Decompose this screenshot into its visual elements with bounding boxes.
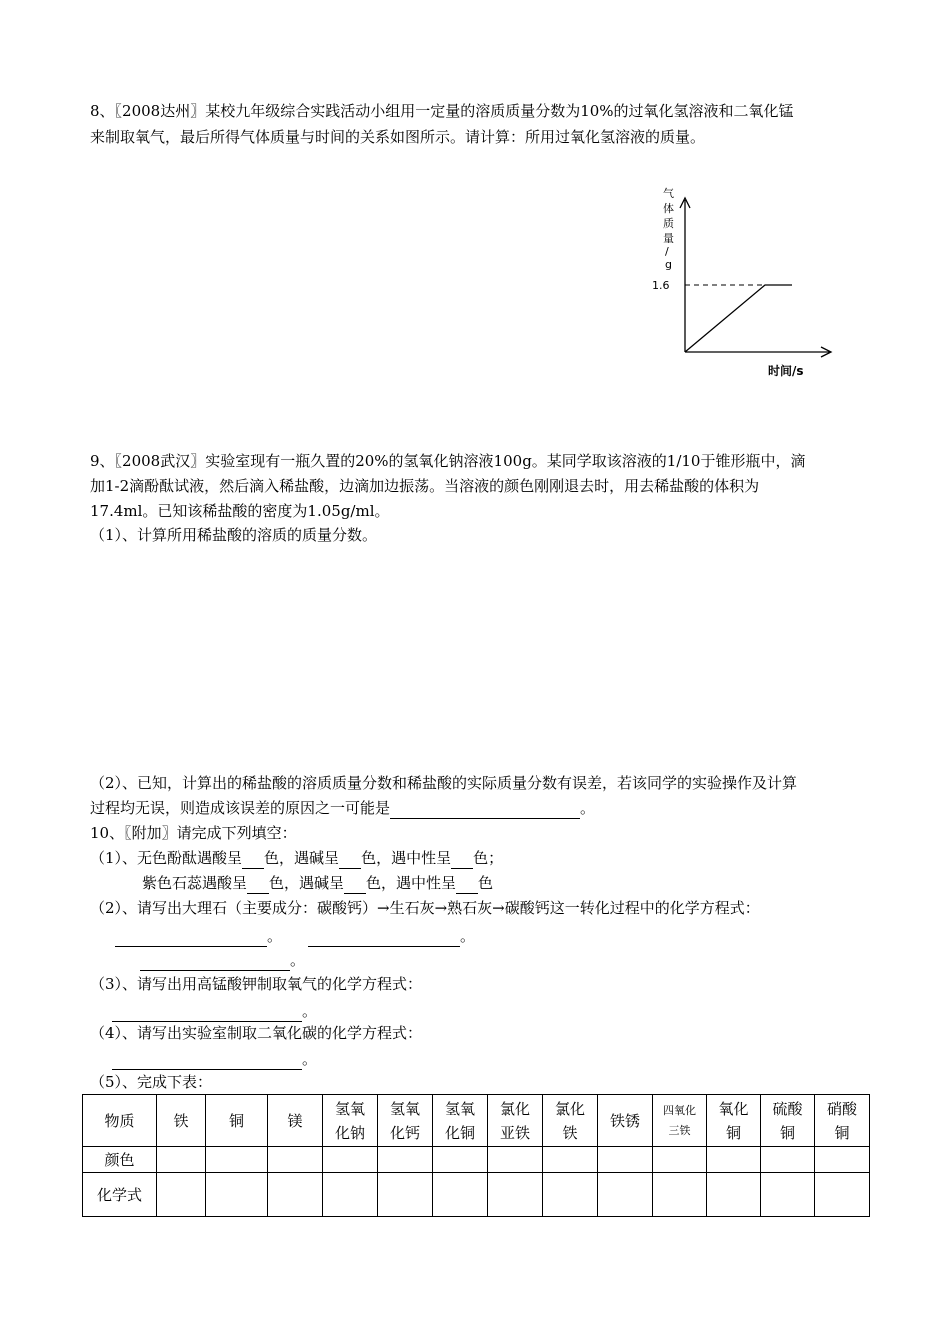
table-cell[interactable] (378, 1173, 433, 1217)
table-cell[interactable] (433, 1147, 488, 1173)
table-header-cell (323, 1095, 378, 1147)
q8-line-2: 来制取氧气，最后所得气体质量与时间的关系如图所示。请计算：所用过氧化氢溶液的质量。 (90, 128, 706, 146)
y-label-char: / (665, 245, 669, 258)
text: 色，遇中性呈 (366, 874, 457, 892)
table-header-label: 物质 (83, 1095, 157, 1147)
table-header-cell (206, 1095, 268, 1147)
table-cell[interactable] (206, 1147, 268, 1173)
q10-part-3: （3）、请写出用高锰酸钾制取氧气的化学方程式： (90, 975, 423, 993)
cell-line: 氧化 (718, 1099, 749, 1118)
q10-part-2-blanks-row-1 (115, 925, 475, 947)
answer-blank[interactable] (390, 802, 580, 819)
cell-line: 三铁 (668, 1123, 691, 1137)
cell-line: 铜 (834, 1123, 850, 1142)
answer-blank[interactable] (451, 852, 473, 869)
answer-blank[interactable] (247, 877, 269, 894)
table-cell[interactable] (598, 1173, 653, 1217)
answer-blank[interactable] (456, 877, 478, 894)
q9-sub-2-line-2 (90, 797, 595, 819)
period: 。 (302, 1002, 318, 1020)
table-row-formula (83, 1173, 870, 1217)
table-header-cell (598, 1095, 653, 1147)
cell-line: 氢氧 (444, 1099, 475, 1118)
table-header-cell (815, 1095, 870, 1147)
table-cell[interactable] (815, 1173, 870, 1217)
table-cell[interactable] (323, 1173, 378, 1217)
table-header-cell (433, 1095, 488, 1147)
answer-blank[interactable] (140, 954, 290, 971)
cell-line: 四氧化 (663, 1103, 696, 1117)
cell-line: 氯化 (499, 1099, 530, 1118)
q10-part-2-blanks-row-2 (140, 949, 305, 971)
x-axis-label: 时间/s (768, 364, 804, 378)
q10-part-4: （4）、请写出实验室制取二氧化碳的化学方程式： (90, 1024, 423, 1042)
series-line (685, 285, 792, 352)
q10-part-1-line-1 (90, 847, 503, 869)
answer-blank[interactable] (344, 877, 366, 894)
cell-line: 硫酸 (772, 1099, 803, 1118)
table-cell[interactable] (543, 1147, 598, 1173)
q10-part-1-line-2 (142, 872, 493, 894)
cell-line: 氯化 (554, 1099, 585, 1118)
cell-line: 化钙 (389, 1123, 420, 1142)
table-cell[interactable] (761, 1173, 815, 1217)
cell-line: 氢氧 (334, 1099, 365, 1118)
cell-line: 铁锈 (609, 1111, 640, 1130)
answer-blank[interactable] (115, 930, 267, 947)
table-cell[interactable] (598, 1147, 653, 1173)
table-cell[interactable] (543, 1173, 598, 1217)
text: 色，遇碱呈 (269, 874, 345, 892)
table-header-cell (761, 1095, 815, 1147)
q9-sub-2-text: 过程均无误，则造成该误差的原因之一可能是 (90, 799, 391, 817)
period: 。 (302, 1050, 318, 1068)
answer-blank[interactable] (339, 852, 361, 869)
row-label: 化学式 (83, 1173, 157, 1217)
table-cell[interactable] (815, 1147, 870, 1173)
table-header-cell (707, 1095, 761, 1147)
y-axis-label (663, 186, 674, 271)
table-row-color (83, 1147, 870, 1173)
substance-table (82, 1094, 870, 1217)
gas-mass-time-graph (640, 180, 850, 390)
cell-line: 铁 (173, 1111, 189, 1130)
table-cell[interactable] (378, 1147, 433, 1173)
table-cell[interactable] (268, 1147, 323, 1173)
cell-line: 亚铁 (499, 1123, 530, 1142)
text: （1）、无色酚酞遇酸呈 (90, 849, 243, 867)
cell-line: 铜 (779, 1123, 795, 1142)
table-cell[interactable] (488, 1173, 543, 1217)
period: 。 (267, 927, 283, 945)
cell-line: 镁 (287, 1111, 303, 1130)
table-cell[interactable] (761, 1147, 815, 1173)
cell-line: 化钠 (334, 1123, 365, 1142)
q9-sub-1: （1）、计算所用稀盐酸的溶质的质量分数。 (90, 526, 378, 544)
table-header-cell (378, 1095, 433, 1147)
q9-sub-2-line-1: （2）、已知，计算出的稀盐酸的溶质质量分数和稀盐酸的实际质量分数有误差，若该同学的实验操作及计算 (90, 774, 798, 792)
table-cell[interactable] (433, 1173, 488, 1217)
table-cell[interactable] (157, 1147, 206, 1173)
table-cell[interactable] (707, 1173, 761, 1217)
table-cell[interactable] (323, 1147, 378, 1173)
table-header-cell (653, 1095, 707, 1147)
y-label-char: 质 (663, 217, 674, 230)
text: 紫色石蕊遇酸呈 (142, 874, 248, 892)
q9-line-2: 加1-2滴酚酞试液，然后滴入稀盐酸，边滴加边振荡。当溶液的颜色刚刚退去时，用去稀盐酸的体积为 (90, 477, 760, 495)
q10-part-4-blank-row (112, 1048, 317, 1070)
text: 色； (473, 849, 504, 867)
table-cell[interactable] (707, 1147, 761, 1173)
table-header-cell (488, 1095, 543, 1147)
text: 色 (478, 874, 494, 892)
table-cell[interactable] (268, 1173, 323, 1217)
table-cell[interactable] (488, 1147, 543, 1173)
q10-part-5: （5）、完成下表： (90, 1073, 213, 1091)
q10-title: 10、〖附加〗请完成下列填空： (90, 824, 297, 842)
cell-line: 硝酸 (826, 1099, 857, 1118)
period: 。 (580, 799, 596, 817)
cell-line: 铜 (725, 1123, 741, 1142)
answer-blank[interactable] (112, 1053, 302, 1070)
cell-line: 氢氧 (389, 1099, 420, 1118)
period: 。 (290, 951, 306, 969)
text: 色，遇中性呈 (361, 849, 452, 867)
y-label-char: 量 (663, 232, 674, 245)
table-header-cell (268, 1095, 323, 1147)
text: 色，遇碱呈 (264, 849, 340, 867)
table-cell[interactable] (206, 1173, 268, 1217)
table-header-cell (543, 1095, 598, 1147)
answer-blank[interactable] (112, 1005, 302, 1022)
y-tick-label: 1.6 (652, 279, 670, 292)
q10-part-3-blank-row (112, 1000, 317, 1022)
cell-line: 铁 (562, 1123, 578, 1142)
table-header-cell (157, 1095, 206, 1147)
answer-blank[interactable] (242, 852, 264, 869)
q9-line-3: 17.4ml。已知该稀盐酸的密度为1.05g/ml。 (90, 502, 390, 520)
cell-line: 化铜 (444, 1123, 475, 1142)
table-cell[interactable] (653, 1147, 707, 1173)
q10-part-2: （2）、请写出大理石（主要成分：碳酸钙）→生石灰→熟石灰→碳酸钙这一转化过程中的化学方程式： (90, 899, 760, 917)
row-label: 颜色 (83, 1147, 157, 1173)
period: 。 (460, 927, 476, 945)
answer-blank[interactable] (308, 930, 460, 947)
y-label-char: 体 (663, 202, 674, 215)
table-cell[interactable] (653, 1173, 707, 1217)
table-cell[interactable] (157, 1173, 206, 1217)
q9-line-1: 9、〖2008武汉〗实验室现有一瓶久置的20%的氢氧化钠溶液100g。某同学取该溶液的1/10于锥形瓶中，滴 (90, 452, 806, 470)
y-label-char: 气 (663, 187, 674, 200)
cell-line: 铜 (228, 1111, 244, 1130)
q8-line-1: 8、〖2008达州〗某校九年级综合实践活动小组用一定量的溶质质量分数为10%的过氧化氢溶液和二氧化锰 (90, 102, 794, 120)
table-header-row (83, 1095, 870, 1147)
y-label-char: g (665, 258, 672, 271)
